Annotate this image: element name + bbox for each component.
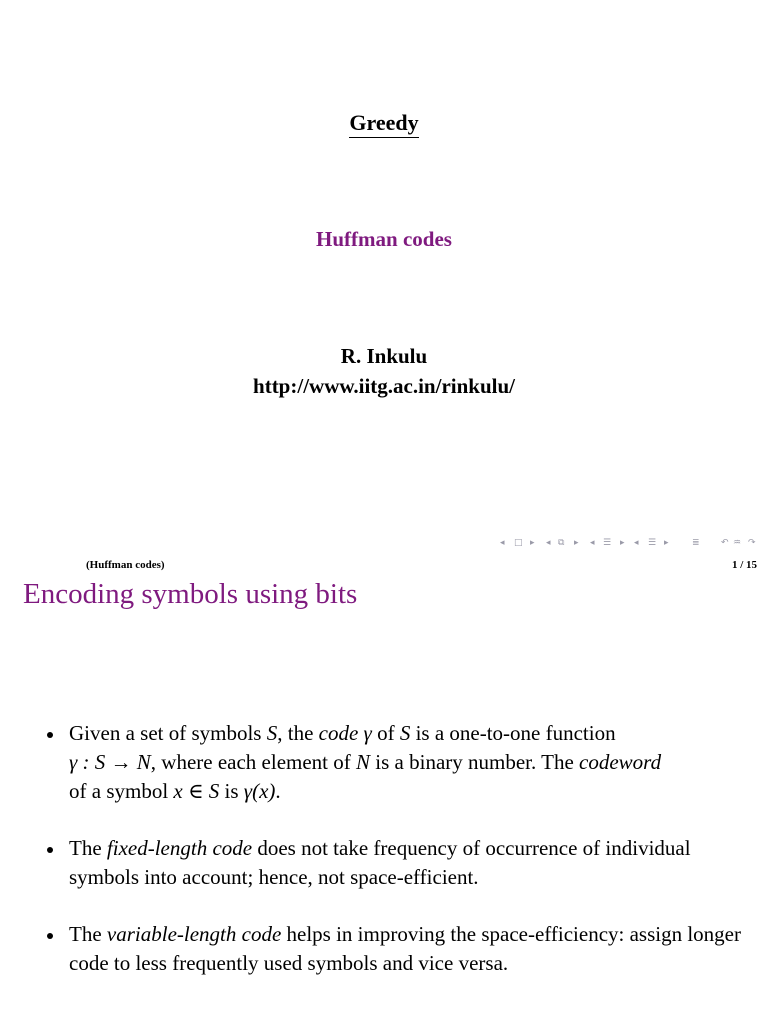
math-symbol: γ: [363, 721, 372, 745]
nav-next-frame-icon[interactable]: ▸: [530, 538, 535, 548]
frame-title: Encoding symbols using bits: [23, 578, 358, 610]
math-expression: γ : S → N: [69, 750, 151, 774]
text: Given a set of symbols: [69, 721, 267, 745]
author-block: [0, 341, 768, 401]
nav-frame-icon[interactable]: □: [514, 538, 523, 548]
nav-redo-icon[interactable]: ↷: [748, 538, 756, 548]
text: , where each element of: [150, 750, 357, 774]
nav-search-icon[interactable]: ♒: [733, 538, 742, 548]
text: is a binary number. The: [370, 750, 580, 774]
bullet-icon: [47, 732, 53, 738]
nav-prev-section-icon[interactable]: ◂: [590, 538, 595, 548]
nav-undo-icon[interactable]: ↶: [721, 538, 729, 548]
footer-topic: (Huffman codes): [86, 559, 165, 571]
math-expression: γ(x): [243, 779, 276, 803]
list-item: [0, 920, 768, 978]
emphasis: variable-length code: [106, 922, 282, 946]
emphasis: codeword: [579, 750, 662, 774]
text: of: [371, 721, 400, 745]
nav-section-icon[interactable]: ☰: [603, 538, 612, 548]
text: The: [69, 922, 107, 946]
math-symbol: S: [399, 721, 411, 745]
text: The: [69, 836, 107, 860]
nav-subsection-icon[interactable]: ⧉: [558, 538, 565, 548]
bullet-icon: [47, 847, 53, 853]
content-slide: [0, 576, 768, 1024]
math-symbol: S: [266, 721, 278, 745]
text: is a one-to-one function: [410, 721, 616, 745]
text: , the: [277, 721, 319, 745]
nav-next-subsection-icon[interactable]: ▸: [574, 538, 579, 548]
course-title: [0, 110, 768, 136]
math-expression: x ∈ S: [173, 779, 220, 803]
nav-doc-section-icon[interactable]: ☰: [648, 538, 657, 548]
nav-next-section-icon[interactable]: ▸: [620, 538, 625, 548]
nav-prev-doc-icon[interactable]: ◂: [634, 538, 639, 548]
nav-document-icon[interactable]: ≣: [692, 538, 700, 548]
course-title-text: Greedy: [349, 110, 418, 138]
beamer-navigation: [500, 538, 762, 552]
text: is: [219, 779, 244, 803]
footer-page-number: 1 / 15: [731, 559, 757, 571]
bullet-list: [0, 719, 768, 1006]
text: does not take frequency of occurrence of individual symbols into account; hence, not space-efficient.: [69, 836, 691, 889]
topic-title: Huffman codes: [316, 227, 452, 251]
bullet-icon: [47, 933, 53, 939]
nav-prev-frame-icon[interactable]: ◂: [500, 538, 505, 548]
list-item: [0, 834, 768, 892]
text: helps in improving the space-efficiency: assign longer code to less frequently used symbols and vice versa.: [69, 922, 741, 975]
list-item: [0, 719, 768, 806]
emphasis: code: [318, 721, 359, 745]
nav-prev-subsection-icon[interactable]: ◂: [546, 538, 551, 548]
nav-next-doc-icon[interactable]: ▸: [664, 538, 669, 548]
author-url[interactable]: http://www.iitg.ac.in/rinkulu/: [253, 374, 515, 398]
text: .: [275, 779, 281, 803]
author-name: R. Inkulu: [340, 344, 428, 368]
emphasis: fixed-length code: [106, 836, 253, 860]
math-symbol: N: [356, 750, 371, 774]
text: of a symbol: [69, 779, 174, 803]
